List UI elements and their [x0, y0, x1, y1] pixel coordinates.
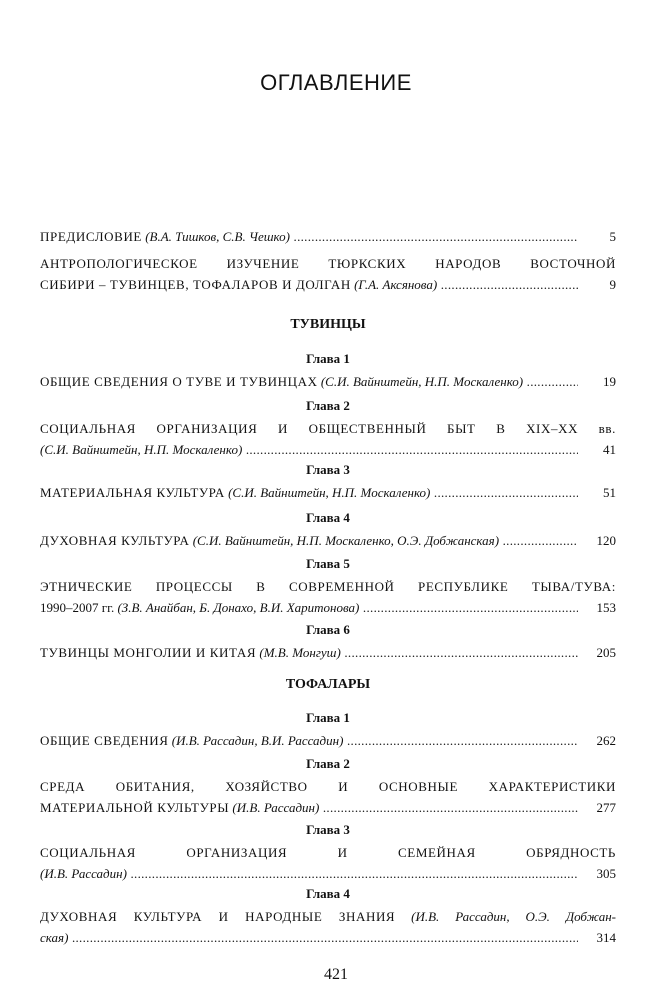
entry-page: 19	[603, 374, 616, 389]
entry-page: 305	[596, 866, 616, 881]
entry-authors: (И.В. Рассадин)	[40, 866, 127, 881]
chapter-label: Глава 2	[306, 398, 350, 413]
entry-authors: (М.В. Монгуш)	[259, 645, 341, 660]
chapter-label: Глава 5	[306, 556, 350, 571]
toc-entry-tuva-ch4[interactable]	[40, 530, 616, 551]
entry-title: МАТЕРИАЛЬНАЯ КУЛЬТУРА	[40, 485, 225, 500]
entry-page: 9	[609, 277, 616, 292]
entry-page: 262	[596, 733, 616, 748]
entry-page: 120	[596, 533, 616, 548]
toc-entry-preface[interactable]	[40, 226, 616, 247]
entry-authors: (З.В. Анайбан, Б. Донахо, В.И. Харитонова)	[117, 600, 360, 615]
toc-entry-tofa-ch3[interactable]	[40, 842, 616, 884]
entry-title: ТУВИНЦЫ МОНГОЛИИ И КИТАЯ	[40, 645, 257, 660]
entry-title: ОБЩИЕ СВЕДЕНИЯ	[40, 733, 169, 748]
entry-title: АНТРОПОЛОГИЧЕСКОЕ ИЗУЧЕНИЕ ТЮРКСКИХ НАРОДОВ ВОСТОЧНОЙ	[40, 256, 616, 271]
entry-page: 51	[603, 485, 616, 500]
toc-entry-tofa-ch4[interactable]	[40, 906, 616, 948]
chapter-label: Глава 2	[306, 756, 350, 771]
chapter-label: Глава 1	[306, 351, 350, 366]
entry-page: 277	[596, 800, 616, 815]
toc-entry-tuva-ch5[interactable]	[40, 576, 616, 618]
entry-authors: (И.В. Рассадин, В.И. Рассадин)	[171, 733, 344, 748]
entry-title: СРЕДА ОБИТАНИЯ, ХОЗЯЙСТВО И ОСНОВНЫЕ ХАРАКТЕРИСТИКИ	[40, 779, 616, 794]
entry-title: ДУХОВНАЯ КУЛЬТУРА И НАРОДНЫЕ ЗНАНИЯ	[40, 909, 396, 924]
entry-authors: (И.В. Рассадин)	[232, 800, 320, 815]
toc-entry-tuva-ch2[interactable]	[40, 418, 616, 460]
toc-entry-tuva-ch6[interactable]	[40, 642, 616, 663]
section-title-tofalars: ТОФАЛАРЫ	[285, 677, 371, 692]
entry-title-cont: МАТЕРИАЛЬНОЙ КУЛЬТУРЫ	[40, 800, 230, 815]
toc-entry-tuva-ch1[interactable]	[40, 371, 616, 392]
chapter-label: Глава 3	[306, 822, 350, 837]
entry-authors: (С.И. Вайнштейн, Н.П. Москаленко)	[320, 374, 524, 389]
entry-title: ПРЕДИСЛОВИЕ	[40, 229, 142, 244]
entry-title: ДУХОВНАЯ КУЛЬТУРА	[40, 533, 190, 548]
toc-entry-anthropology[interactable]	[40, 253, 616, 295]
chapter-label: Глава 4	[306, 510, 350, 525]
entry-authors: (С.И. Вайнштейн, Н.П. Москаленко, О.Э. Добжанская)	[192, 533, 500, 548]
entry-title: СОЦИАЛЬНАЯ ОРГАНИЗАЦИЯ И ОБЩЕСТВЕННЫЙ БЫТ В XIX–XX вв.	[40, 421, 616, 436]
entry-authors: (С.И. Вайнштейн, Н.П. Москаленко)	[40, 442, 243, 457]
entry-page: 5	[609, 229, 616, 244]
toc-entry-tofa-ch2[interactable]	[40, 776, 616, 818]
entry-authors: (Г.А. Аксянова)	[354, 277, 438, 292]
entry-authors: (С.И. Вайнштейн, Н.П. Москаленко)	[228, 485, 431, 500]
entry-page: 314	[596, 930, 616, 945]
entry-title: СОЦИАЛЬНАЯ ОРГАНИЗАЦИЯ И СЕМЕЙНАЯ ОБРЯДНОСТЬ	[40, 845, 616, 860]
entry-authors-cont: ская)	[40, 930, 69, 945]
entry-page: 153	[596, 600, 616, 615]
entry-title: ОБЩИЕ СВЕДЕНИЯ О ТУВЕ И ТУВИНЦАХ	[40, 374, 318, 389]
entry-authors: (В.А. Тишков, С.В. Чешко)	[145, 229, 290, 244]
entry-page: 205	[596, 645, 616, 660]
chapter-label: Глава 6	[306, 622, 350, 637]
page-title: ОГЛАВЛЕНИЕ	[260, 70, 412, 95]
entry-title-cont: СИБИРИ – ТУВИНЦЕВ, ТОФАЛАРОВ И ДОЛГАН	[40, 277, 351, 292]
entry-authors: (И.В. Рассадин, О.Э. Добжан-	[411, 909, 616, 924]
page-number: 421	[324, 966, 348, 983]
chapter-label: Глава 4	[306, 886, 350, 901]
entry-title-line	[40, 906, 616, 927]
toc-entry-tofa-ch1[interactable]	[40, 730, 616, 751]
section-title-tuvans: ТУВИНЦЫ	[290, 317, 366, 332]
toc-entry-tuva-ch3[interactable]	[40, 482, 616, 503]
entry-page: 41	[603, 442, 616, 457]
entry-title: ЭТНИЧЕСКИЕ ПРОЦЕССЫ В СОВРЕМЕННОЙ РЕСПУБЛИКЕ ТЫВА/ТУВА:	[40, 579, 616, 594]
chapter-label: Глава 3	[306, 462, 350, 477]
entry-title-cont: 1990–2007 гг.	[40, 600, 115, 615]
chapter-label: Глава 1	[306, 710, 350, 725]
